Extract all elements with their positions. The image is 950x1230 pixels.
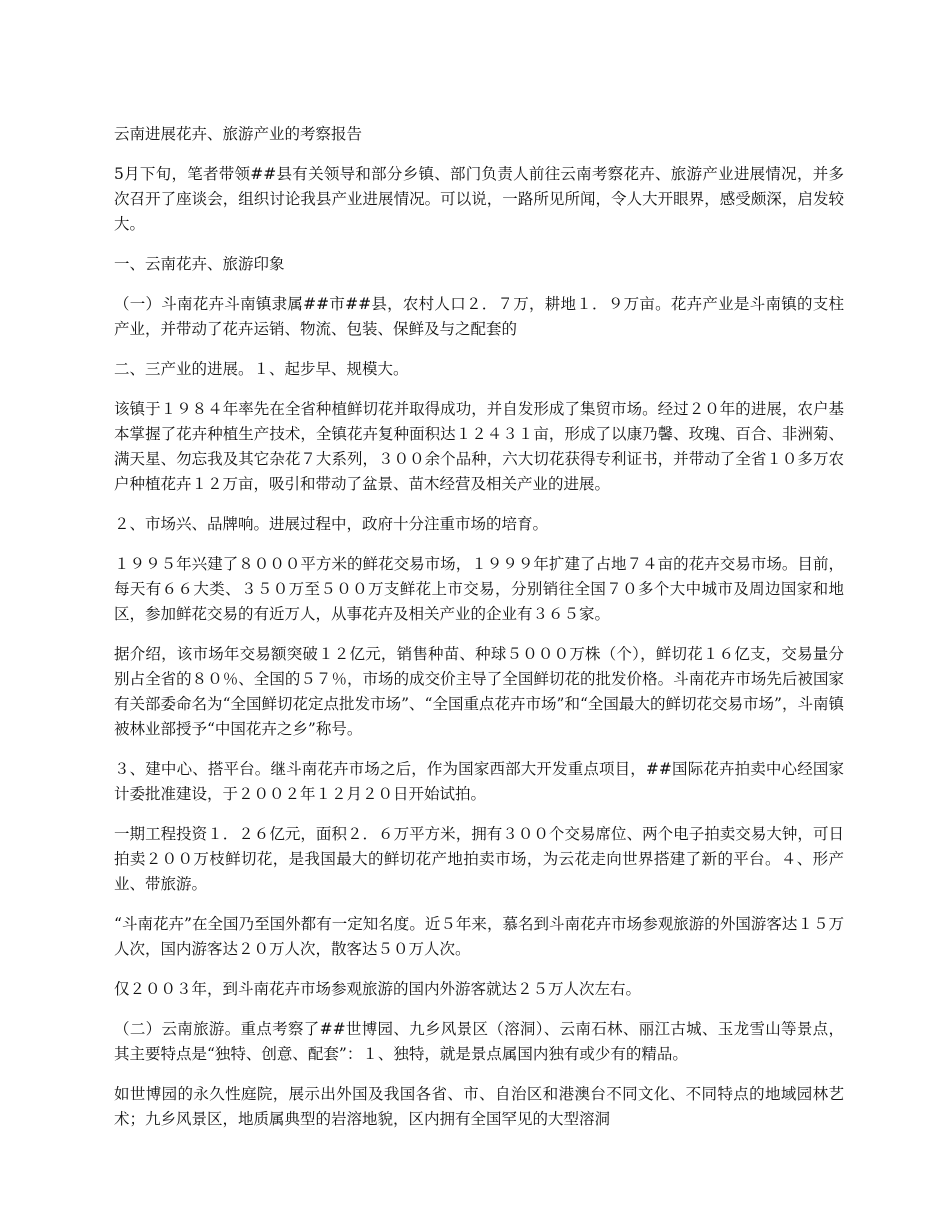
paragraph-intro: 5月下旬，笔者带领##县有关领导和部分乡镇、部门负责人前往云南考察花卉、旅游产业进展情况，并多次召开了座谈会，组织讨论我县产业进展情况。可以说，一路所见所闻，令人大开眼界，感受颇深，启发较大。: [114, 165, 844, 233]
paragraph-industry-progress: 二、三产业的进展。１、起步早、规模大。: [114, 360, 409, 378]
paragraph-auction-center: ３、建中心、搭平台。继斗南花卉市场之后，作为国家西部大开发重点项目，##国际花卉拍卖中心经国家计委批准建设，于２００２年１２月２０日开始试拍。: [114, 760, 844, 803]
paragraph-yunnan-tourism: （二）云南旅游。重点考察了##世博园、九乡风景区（溶洞）、云南石林、丽江古城、玉龙雪山等景点，其主要特点是“独特、创意、配套”：１、独特，就是景点属国内独有或少有的精品。: [114, 1020, 844, 1063]
paragraph-expo-garden: 如世博园的永久性庭院，展示出外国及我国各省、市、自治区和港澳台不同文化、不同特点的地域园林艺术；九乡风景区，地质属典型的岩溶地貌，区内拥有全国罕见的大型溶洞: [114, 1085, 844, 1128]
paragraph-dounan-flowers: （一）斗南花卉斗南镇隶属##市##县，农村人口２．７万，耕地１．９万亩。花卉产业是斗南镇的支柱产业，并带动了花卉运销、物流、包装、保鲜及与之配套的: [114, 295, 844, 338]
paragraph-tourists-2003: 仅２００３年，到斗南花卉市场参观旅游的国内外游客就达２５万人次左右。: [114, 980, 642, 998]
paragraph-tourism-fame: “斗南花卉”在全国乃至国外都有一定知名度。近５年来，慕名到斗南花卉市场参观旅游的外国游客达１５万人次，国内游客达２０万人次，散客达５０万人次。: [114, 915, 844, 958]
section-heading-impressions: 一、云南花卉、旅游印象: [114, 255, 285, 273]
paragraph-market-brand: ２、市场兴、品牌响。进展过程中，政府十分注重市场的培育。: [114, 515, 549, 533]
document-page: [114, 122, 844, 1147]
paragraph-phase-one: 一期工程投资１．２６亿元，面积２．６万平方米，拥有３００个交易席位、两个电子拍卖交易大钟，可日拍卖２００万枝鲜切花，是我国最大的鲜切花产地拍卖市场，为云花走向世界搭建了新的平台。４、形产业、带旅游。: [114, 825, 844, 893]
paragraph-town-history: 该镇于１９８４年率先在全省种植鲜切花并取得成功，并自发形成了集贸市场。经过２０年的进展，农户基本掌握了花卉种植生产技术，全镇花卉复种面积达１２４３１亩，形成了以康乃馨、玫瑰、百合、非洲菊、满天星、勿忘我及其它杂花７大系列，３００余个品种，六大切花获得专利证书，并带动了全省１０多万农户种植花卉１２万亩，吸引和带动了盆景、苗木经营及相关产业的进展。: [114, 400, 844, 493]
document-title: 云南进展花卉、旅游产业的考察报告: [114, 125, 363, 143]
paragraph-market-construction: １９９５年兴建了８０００平方米的鲜花交易市场，１９９９年扩建了占地７４亩的花卉交易市场。目前，每天有６６大类、３５０万至５００万支鲜花上市交易，分别销往全国７０多个大中城市及周边国家和地区，参加鲜花交易的有近万人，从事花卉及相关产业的企业有３６５家。: [114, 555, 844, 623]
paragraph-market-volume: 据介绍，该市场年交易额突破１２亿元，销售种苗、种球５０００万株（个），鲜切花１６亿支，交易量分别占全省的８０％、全国的５７％，市场的成交价主导了全国鲜切花的批发价格。斗南花卉市场先后被国家有关部委命名为“全国鲜切花定点批发市场”、“全国重点花卉市场”和“全国最大的鲜切花交易市场”，斗南镇被林业部授予“中国花卉之乡”称号。: [114, 645, 844, 738]
